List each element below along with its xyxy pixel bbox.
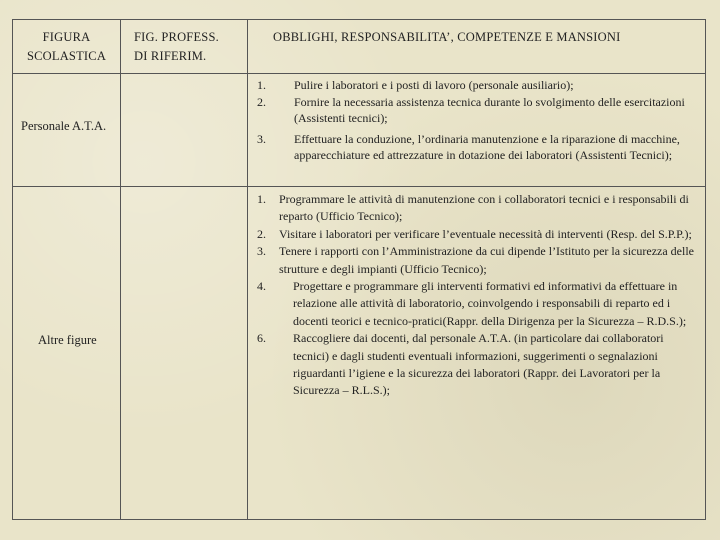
column-divider-2 [247,20,248,519]
header-col1-line2: SCOLASTICA [26,49,107,63]
column-divider-1 [120,20,121,519]
duty-text: Progettare e programmare gli interventi formativi ed informativi da effettuare in relazione alle attività di laboratorio, coinvolgendo i responsabili di reparto ed i docenti teorici e tecnico-pratici(Rappr. della Dirigenza per la Sicurezza – R.D.S.); [293,279,687,328]
figure-altre-figure: Altre figure [38,333,97,347]
duty-item [257,131,697,164]
header-col2-line2: DI RIFERIM. [134,49,207,63]
duty-item [257,330,697,400]
duty-item [257,278,697,330]
header-figura-scolastica [13,28,120,66]
duty-item [257,191,697,226]
duty-text: Effettuare la conduzione, l’ordinaria manutenzione e la riparazione di macchine, apparecchiature ed attrezzature in dotazione dei laboratori (Assistenti Tecnici); [294,131,680,162]
duty-number: 3. [257,131,266,146]
duty-number: 6. [257,331,266,346]
duties-list-altre [257,191,697,400]
duty-text: Pulire i laboratori e i posti di lavoro (personale ausiliario); [294,78,574,92]
header-fig-profess [134,28,219,66]
duty-item [257,243,697,278]
duty-number: 1. [257,78,266,92]
header-col1-line1: FIGURA [42,30,91,44]
duty-text: Visitare i laboratori per verificare l’eventuale necessità di interventi (Resp. del S.P.P.); [279,226,692,241]
row-divider [13,186,705,187]
figure-personale-ata: Personale A.T.A. [21,119,107,133]
duty-item [257,226,697,243]
duty-number: 4. [257,279,266,294]
responsibilities-table [12,19,706,520]
duty-number: 2. [257,226,266,241]
duty-text: Tenere i rapporti con l’Amministrazione da cui dipende l’Istituto per la sicurezza delle strutture e degli impianti (Ufficio Tecnico); [279,244,694,276]
duty-text: Fornire la necessaria assistenza tecnica durante lo svolgimento delle esercitazioni (Assistenti tecnici); [294,94,685,125]
duty-text: Programmare le attività di manutenzione con i collaboratori tecnici e i responsabili di reparto (Ufficio Tecnico); [279,192,689,224]
header-col2-line1: FIG. PROFESS. [134,30,219,44]
duty-text: Raccogliere dai docenti, dal personale A.T.A. (in particolare dai collaboratori tecnici) e dagli studenti eventuali informazioni, suggerimenti o segnalazioni riguardanti l’igiene e la sicurezza dei laboratori (Rappr. dei Lavoratori per la Sicurezza – R.L.S.); [293,331,664,398]
duty-number: 1. [257,192,266,206]
header-divider [13,73,705,74]
duty-item [257,94,697,127]
duty-number: 2. [257,94,266,109]
duty-number: 3. [257,244,266,259]
duty-item [257,77,697,94]
header-obblighi: OBBLIGHI, RESPONSABILITA’, COMPETENZE E MANSIONI [273,30,621,44]
duties-list-ata [257,77,697,164]
